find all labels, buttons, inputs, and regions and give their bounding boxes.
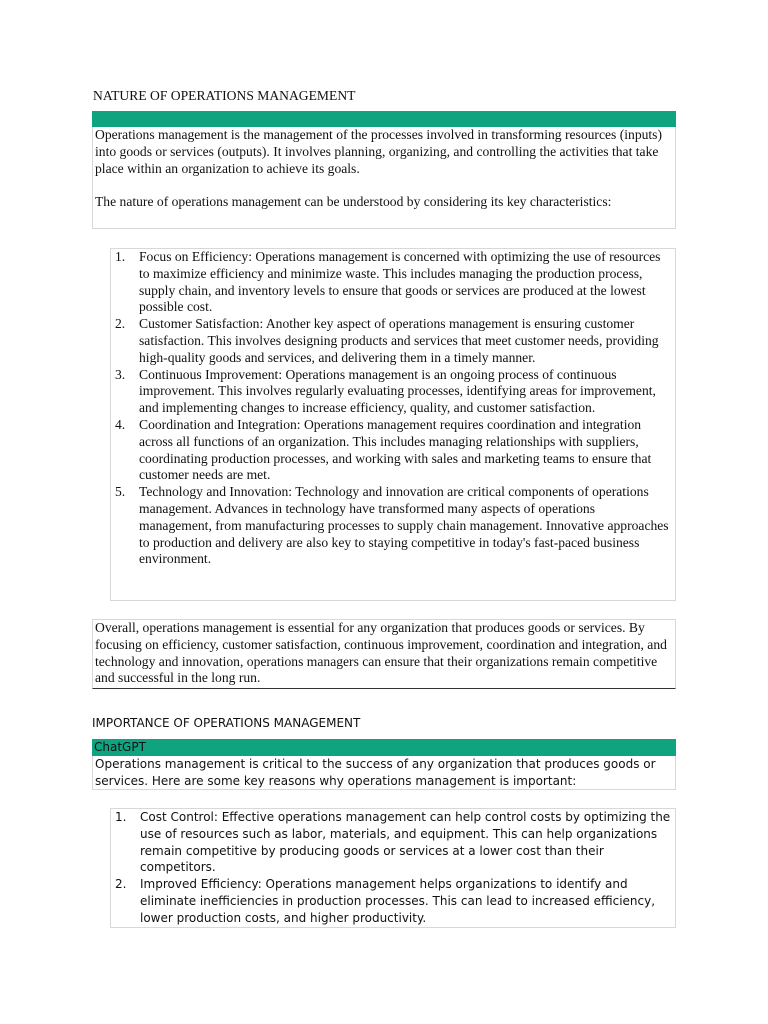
list-number: 4. — [115, 416, 126, 432]
list-item — [111, 417, 671, 484]
list-item — [111, 809, 675, 876]
list-item — [111, 484, 671, 568]
importance-intro: Operations management is critical to the success of any organization that produces goods or services. Here are some key reasons why operations management is important: — [92, 756, 676, 790]
list-item-text: Improved Efficiency: Operations management helps organizations to identify and eliminate inefficiencies in production processes. This can lead to increased efficiency, lower production costs, and higher productivity. — [140, 877, 656, 925]
list-item-text: Cost Control: Effective operations management can help control costs by optimizing the use of resources such as labor, materials, and equipment. This can help organizations remain competitive by producing goods or services at a lower cost than their competitors. — [140, 810, 671, 875]
list-item-text: Focus on Efficiency: Operations management is concerned with optimizing the use of resources to maximize efficiency and minimize waste. This includes managing the production process, supply chain, and inventory levels to ensure that goods or services are produced at the lowest possible cost. — [139, 249, 661, 315]
intro-paragraph: Operations management is the management of the processes involved in transforming resources (inputs) into goods or services (outputs). It involves planning, organizing, and controlling the activities that take place within an organization to achieve its goals. — [95, 127, 663, 176]
accent-bar — [92, 111, 676, 127]
list-item — [111, 876, 675, 926]
section-title-nature: NATURE OF OPERATIONS MANAGEMENT — [93, 88, 356, 103]
list-item — [111, 316, 671, 366]
list-item — [111, 249, 671, 316]
list-item-text: Coordination and Integration: Operations management requires coordination and integration across all functions of an organization. This includes managing relationships with suppliers, coordinating production processes, and working with sales and marketing teams to ensure that customer needs are met. — [139, 416, 652, 483]
list-item-text: Customer Satisfaction: Another key aspect of operations management is ensuring customer satisfaction. This involves designing products and services that meet customer needs, providing high-quality goods and services, and delivering them in a timely manner. — [139, 316, 659, 365]
list-number: 3. — [115, 366, 126, 382]
list-item-text: Technology and Innovation: Technology and innovation are critical components of operations management. Advances in technology have transformed many aspects of operations management, from manufacturing processes to supply chain management. Innovative approaches to production and delivery are also key to staying competitive in today's fast-paced business environment. — [139, 484, 669, 567]
importance-list-box — [110, 808, 676, 928]
list-number: 1. — [115, 810, 127, 824]
characteristics-list-box — [110, 248, 676, 601]
intro-paragraph: The nature of operations management can be understood by considering its key characteristics: — [95, 194, 612, 210]
list-number: 2. — [115, 877, 127, 892]
chatgpt-label-bar — [92, 739, 676, 756]
list-number: 1. — [115, 249, 126, 264]
characteristics-list — [111, 249, 671, 568]
section-title-importance: IMPORTANCE OF OPERATIONS MANAGEMENT — [92, 716, 361, 730]
list-item-text: Continuous Improvement: Operations management is an ongoing process of continuous improvement. This involves regularly evaluating processes, identifying areas for improvement, and implementing changes to increase efficiency, quality, and customer satisfaction. — [139, 366, 656, 416]
chatgpt-label: ChatGPT — [94, 740, 146, 754]
overall-paragraph: Overall, operations management is essential for any organization that produces goods or services. By focusing on efficiency, customer satisfaction, continuous improvement, coordination and integration, and technology and innovation, operations managers can ensure that their organizations remain competitive and successful in the long run. — [92, 619, 676, 689]
list-number: 2. — [115, 316, 126, 332]
list-item — [111, 367, 671, 417]
importance-list — [111, 809, 675, 927]
intro-text-block — [92, 127, 676, 229]
list-number: 5. — [115, 484, 126, 500]
